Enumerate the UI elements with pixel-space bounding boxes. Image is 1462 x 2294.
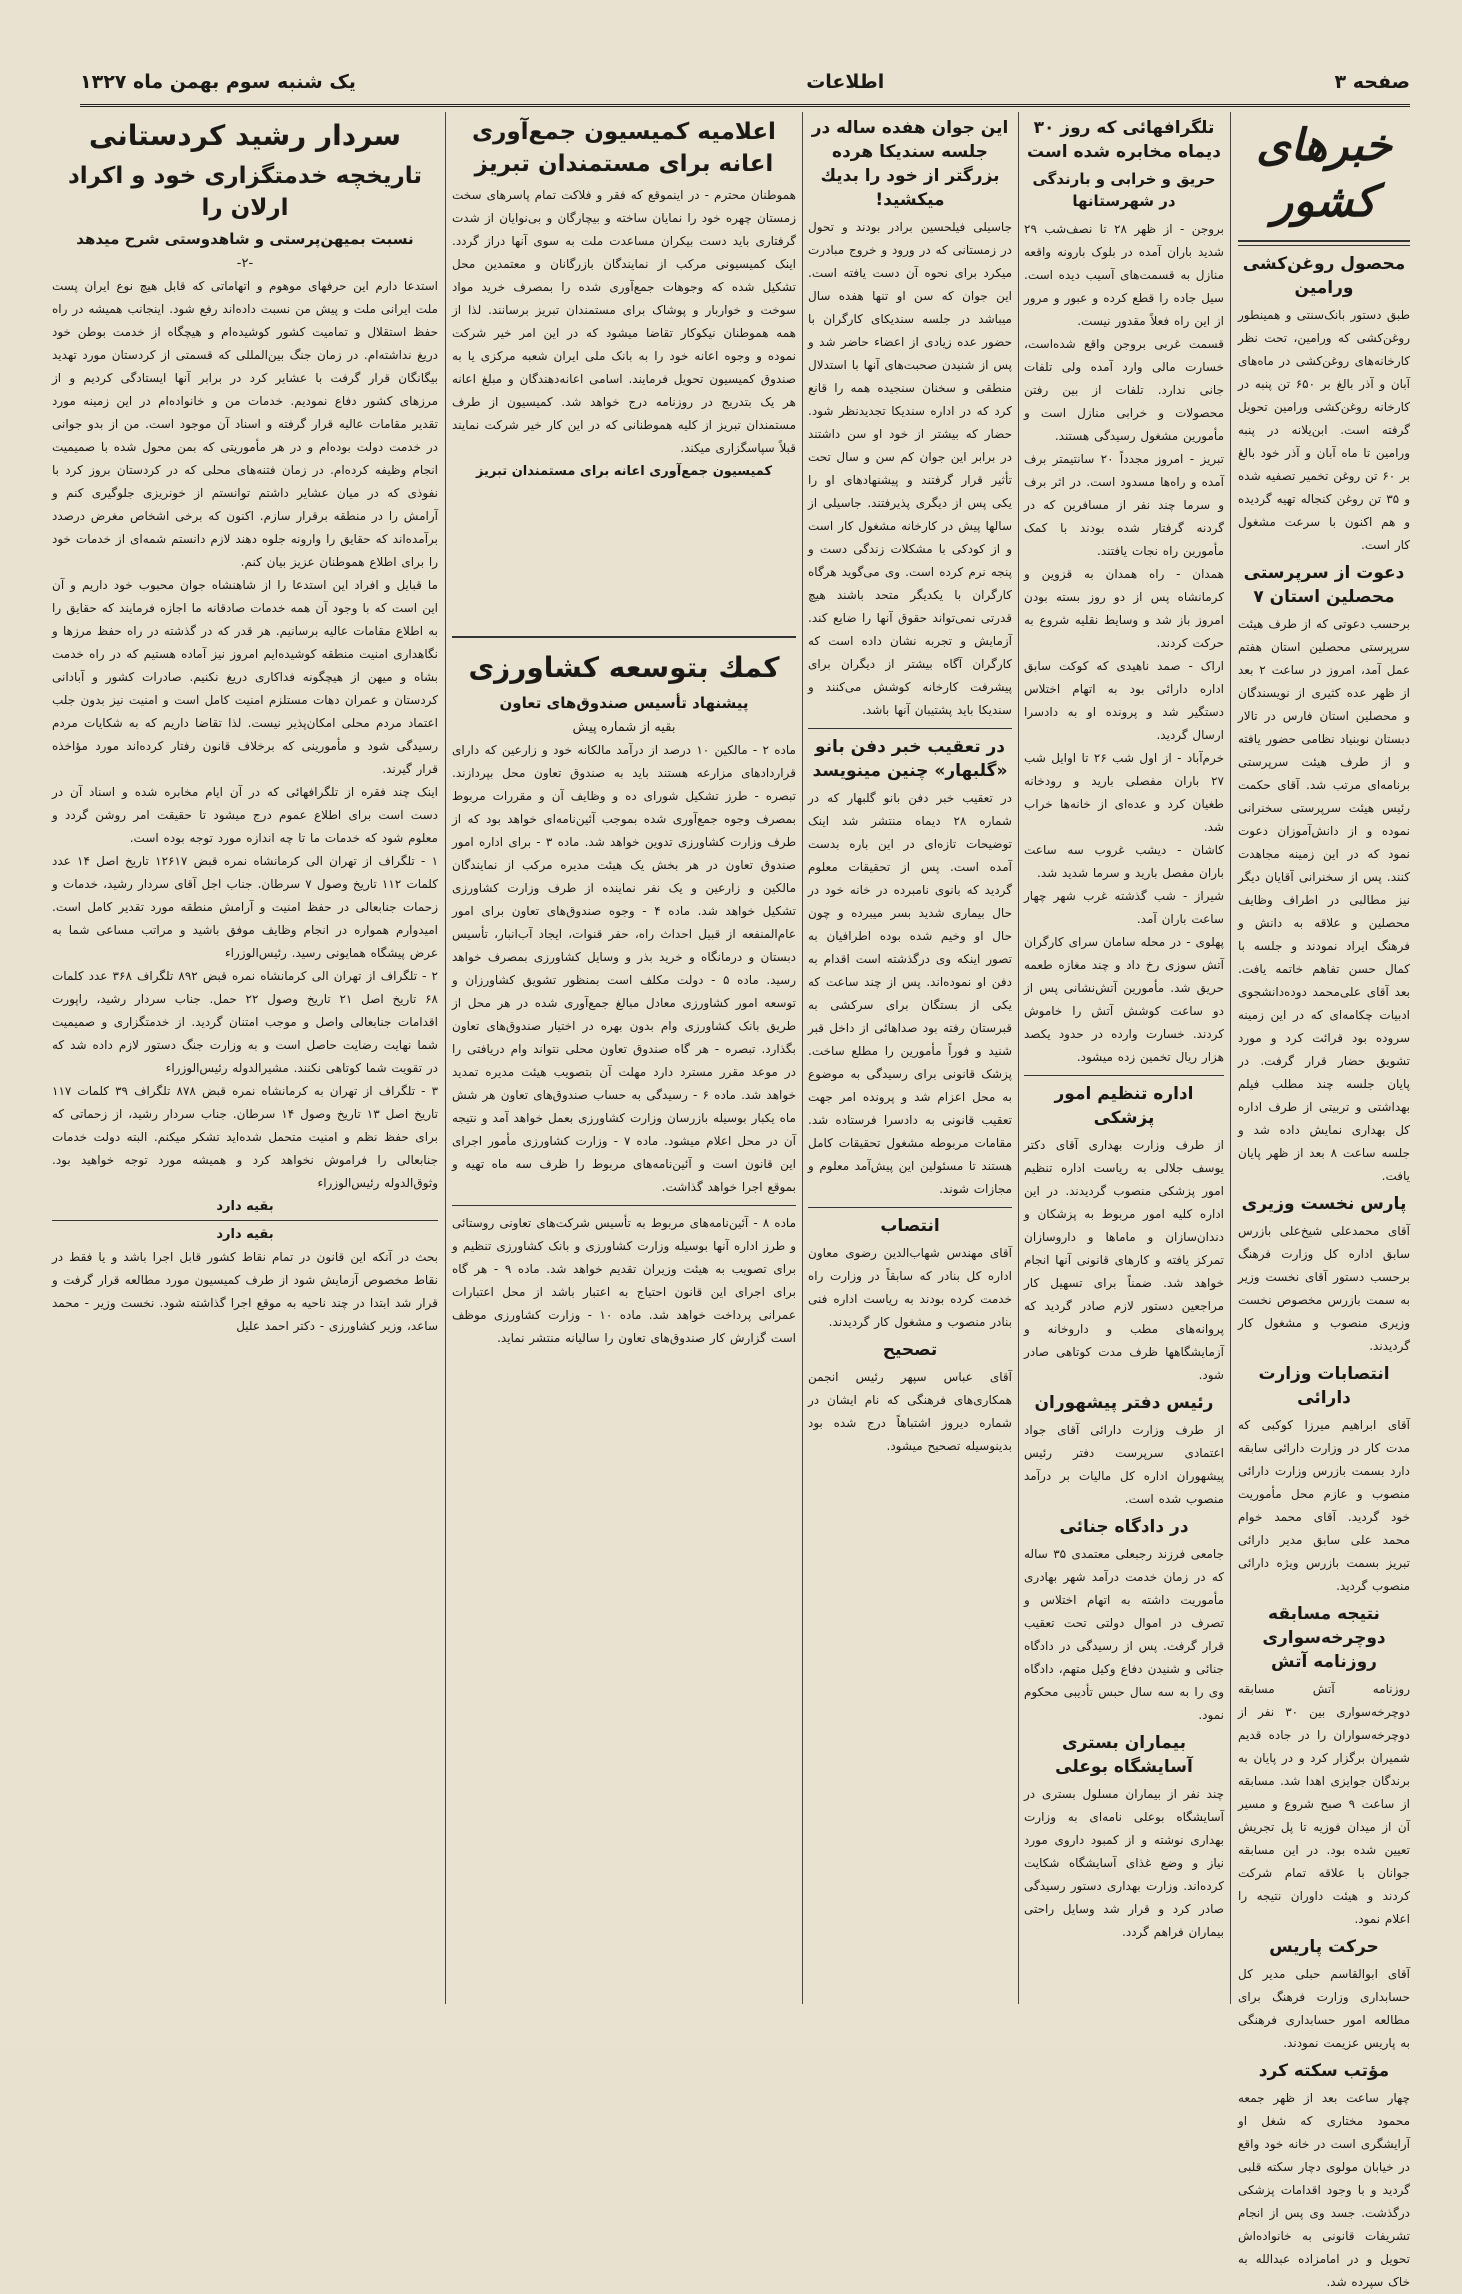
admin-text: از طرف وزارت دارائی آقای جواد اعتمادی سرپرست دفتر رئیس پیشهوران اداره کل مالیات بر درآمد منصوب شده است.	[1024, 1423, 1224, 1506]
telegram-item: قسمت غربی بروجن واقع شده‌است، خسارت مالی وارد آمده ولی تلفات جانی ندارد. تلفات از بین رفتن محصولات و خرابی منازل است و مأمورین مشغول رسیدگی هستند.	[1024, 337, 1224, 443]
telegram-item: خرم‌آباد - از اول شب ۲۶ تا اوایل شب ۲۷ باران مفصلی بارید و رودخانه طغیان کرد و عده‌ای از خانه‌ها خراب شد.	[1024, 751, 1225, 834]
news-text: روزنامه آتش مسابقه دوچرخه‌سواری بین ۳۰ نفر از دوچرخه‌سواران را در جاده قدیم شمیران برگزار کرد و در پایان به برندگان جوایزی اهدا شد. مسابقه از ساعت ۹ صبح شروع و مسیر آن از میدان فوزیه تا پل تجریش تعیین شده بود. در این مسابقه جوانان با علاقه تمام شرکت کردند و هیئت داوران نتیجه را اعلام نمود.	[1238, 1682, 1410, 1926]
divider	[808, 1207, 1012, 1208]
feature-column	[52, 112, 438, 2004]
agri-subtitle: پیشنهاد تأسیس صندوق‌های تعاون	[499, 694, 749, 712]
story-text: آقای عباس سپهر رئیس انجمن همکاری‌های فرهنگی که نام ایشان در شماره دیروز اشتباهاً درج شده بود بدینوسیله تصحیح میشود.	[808, 1370, 1012, 1453]
telegrams-title: تلگرافهائی که روز ۳۰ دیماه مخابره شده است	[1027, 118, 1221, 162]
announcement-text: هموطنان محترم - در اینموقع که فقر و فلاکت تمام پاسرهای سخت زمستان چهره خود را نمایان ساخته و بیچارگان و بی‌نوایان از شدت گرفتاری باید دست بیکران مساعدت ملت به سوی آنها دراز گردد. اینک کمیسیونی مرکب از نمایندگان بازرگانان و معتمدین محل تشکیل شده که وجوهات جمع‌آوری شده را بمصرف خرید مواد سوخت و خواربار و پوشاک برای مستمندان تبریز برسانند. لذا از همه هموطنان نیکوکار تقاضا میشود که در این امر خیر شرکت نموده و وجوه اعانه خود را به بانک ملی ایران شعبه مرکزی یا به صندوق کمیسیون تحویل فرمایند. اسامی اعانه‌دهندگان و مبلغ اعانه هر یک بتدریج در روزنامه درج خواهد شد. کمیسیون از طرف مستمندان تبریز از کلیه هموطنانی که در این کار خیر شرکت نمایند قبلاً سپاسگزاری میکند.	[452, 188, 796, 455]
telegram-item: پهلوی - در محله سامان سرای کارگران آتش سوزی رخ داد و چند مغازه طعمه حریق شد. مأمورین آتش‌نشانی پس از دو ساعت کوشش آتش را خاموش کردند. خسارت وارده در حدود یکصد هزار ریال تخمین زده میشود.	[1024, 935, 1224, 1064]
column-rule	[1230, 112, 1231, 2004]
page-number: صفحه ۳	[1334, 71, 1410, 93]
agri-block	[452, 644, 796, 2004]
news-text: چهار ساعت بعد از ظهر جمعه محمود مختاری که شغل او آرایشگری است در خانه خود واقع در خیابان مولوی دچار سکته قلبی گردید و با وجود اقدامات پزشکی درگذشت. جسد وی پس از انجام تشریفات قانونی به خانواده‌اش تحویل و در امامزاده عبدالله به خاک سپرده شد.	[1238, 2091, 1410, 2289]
masthead	[80, 60, 1410, 107]
news-title: مؤتب سکته کرد	[1258, 2061, 1390, 2081]
story-column	[808, 112, 1012, 2004]
telegram-item: اراک - صمد ناهیدی که کوکت سابق اداره دارائی بود به اتهام اختلاس دستگیر شد و پرونده او به دادسرا ارسال گردید.	[1024, 659, 1224, 742]
feature-text: استدعا دارم این حرفهای موهوم و اتهاماتی که قابل هیچ نوع ایران پست ملت ایرانی ملت و پیش من نسبت داده‌اند رفع شود. اینجانب همیشه در راه حفظ استقلال و تمامیت کشور کوشیده‌ام و هیچگاه از خدمت بوطن خود دریغ نداشته‌ام. در زمان جنگ بین‌المللی که قسمتی از کردستان مورد تهدید بیگانگان قرار گرفت با عشایر کرد در برابر آنها ایستادگی کردیم و از مرزهای کشور دفاع نمودیم. خدمات من و خانواده‌ام در این زمینه مورد تقدیر مقامات عالیه قرار گرفته و اسناد آن موجود است. من از بدو جوانی در خدمت دولت بوده‌ام و در هر مأموریتی که بمن محول شده با صمیمیت انجام وظیفه کرده‌ام. در زمان فتنه‌های محلی که در کردستان بروز کرد با نفوذی که در میان عشایر داشتم توانستم از خونریزی جلوگیری کنم و آرامش را در منطقه برقرار سازم. اکنون که برخی اشخاص مغرض درصدد برآمده‌اند که حقایق را وارونه جلوه دهند لازم دانستم شمه‌ای از خدمات خود را برای اطلاع هموطنان عزیز بیان کنم.	[52, 279, 438, 569]
column-rule	[445, 112, 446, 2004]
news-column	[1238, 112, 1410, 2289]
story-text: آقای مهندس شهاب‌الدین رضوی معاون اداره کل بنادر که سابقاً در وزارت راه خدمت کرده بودند به ریاست اداره فنی بنادر منصوب و مشغول کار گردیدند.	[808, 1246, 1012, 1329]
story-text: جاسیلی فیلحسین برادر بودند و تحول در زمستانی که در ورود و خروج مبادرت میکرد برای نحوه آن دست یافته است. این جوان که سن او تنها هفده سال میباشد در جلسه سندیکای کارگران با حضور عده زیادی از اعضاء حاضر شد و پس از شنیدن صحبت‌های آنها با استدلال منطقی و سخنان سنجیده همه را قانع کرد که در اداره سندیکا تجدیدنظر شود. حضار که بیشتر از خود او سن داشتند در برابر این جوان کم سن و سال تحت تأثیر قرار گرفتند و پیشنهادهای او را یکی پس از دیگری پذیرفتند. جاسیلی از سالها پیش در کارخانه مشغول کار است و از کودکی با مشکلات زندگی دست و پنجه نرم کرده است. وی می‌گوید هرگاه کارگران با یکدیگر متحد باشند هیچ قدرتی نمی‌تواند حقوق آنها را ضایع کند. آزمایش و تجربه نشان داده است که کارگران آگاه بیشتر از دیگران برای پیشرفت کارخانه کوشش می‌کنند و سندیکا باید پشتیبان آنها باشد.	[808, 220, 1012, 717]
admin-title: بیماران بستری آسایشگاه بوعلی	[1055, 1733, 1193, 1777]
feature-lede: نسبت بمیهن‌پرستی و شاهدوستی شرح میدهد	[76, 230, 414, 248]
column-rule	[802, 112, 803, 2004]
feature-title: سردار رشید کردستانی	[88, 119, 402, 152]
agri-title: کمك بتوسعه کشاورزی	[468, 651, 780, 684]
agri-text: ماده ۸ - آئین‌نامه‌های مربوط به تأسیس شرکت‌های تعاونی روستائی و طرز اداره آنها بوسیله وزارت کشاورزی و بانک کشاورزی تنظیم و برای تصویب به هیئت وزیران تقدیم خواهد شد. ماده ۹ - هر گاه برای اجرای این قانون احتیاج به اعتبار باشد از محل اعتبارات عمرانی پرداخت خواهد شد. ماده ۱۰ - وزارت کشاورزی موظف است گزارش کار صندوق‌های تعاون را سالیانه منتشر نماید.	[452, 1216, 796, 1345]
story-title: تصحیح	[882, 1340, 938, 1360]
telegram-item: همدان - راه همدان به قزوین و کرمانشاه پس از دو روز بسته بودن امروز باز شد و وسایط نقلیه شروع به حرکت کردند.	[1024, 567, 1224, 650]
telegrams-subtitle: حریق و خرابی و بارندگی در شهرستانها	[1032, 170, 1216, 210]
divider	[808, 728, 1012, 729]
divider	[452, 1205, 796, 1206]
telegram-item: شیراز - شب گذشته غرب شهر چهار ساعت باران آمد.	[1024, 889, 1224, 926]
telegrams-column	[1024, 112, 1224, 2004]
admin-text: از طرف وزارت بهداری آقای دکتر یوسف جلالی به ریاست اداره تنظیم امور پزشکی منصوب گردیدند. در این اداره کلیه امور مربوط به پزشکان و دندان‌سازان و ماماها و داروسازان تمرکز یافته و کارهای قانونی آنها انجام خواهد شد. ضمناً برای تسهیل کار مراجعین دستور لازم صادر گردید که پروانه‌های مطب و داروخانه و آزمایشگاهها ظرف مدت کوتاهی صادر شود.	[1024, 1138, 1224, 1382]
admin-text: جامعی فرزند رجبعلی معتمدی ۳۵ ساله که در زمان خدمت درآمد شهر بهادری مأموریت داشته به اتهام اختلاس و تصرف در اموال دولتی تحت تعقیب قرار گرفت. پس از رسیدگی در دادگاه جنائی و شنیدن دفاع وکیل متهم، دادگاه وی را به سه سال حبس تأدیبی محکوم نمود.	[1024, 1547, 1224, 1722]
news-title: دعوت از سرپرستی محصلین استان ۷	[1243, 563, 1405, 607]
feature-text: اینک چند فقره از تلگرافهائی که در آن ایام مخابره شده و اسناد آن در دست است برای اطلاع عموم درج میشود تا حقیقت امر روشن گردد و معلوم شود که خدمات ما تا چه اندازه مورد توجه بوده است.	[52, 785, 438, 845]
news-title: حرکت پاریس	[1269, 1937, 1379, 1957]
agri-continued: بقیه دارد	[216, 1227, 274, 1242]
feature-telegram: ۲ - تلگراف از تهران الی کرمانشاه نمره قبض ۸۹۲ تلگراف ۳۶۸ عدد کلمات ۶۸ تاریخ اصل ۲۱ تاریخ وصول ۲۲ حمل. جناب سردار رشید، راپورت اقدامات جنابعالی واصل و موجب امتنان گردید. از خدمتگزاری و صمیمیت شما نهایت رضایت حاصل است و به وزارت جنگ دستور لازم داده شد که در تقویت شما کوتاهی نکنند. مشیرالدوله رئیس‌الوزراء	[52, 969, 438, 1075]
feature-text: ما قبایل و افراد این استدعا را از شاهنشاه جوان محبوب خود داریم و آن این است که با وجود آن همه خدمات صادقانه ما اجازه فرمایند که حقایق را به اطلاع مقامات عالیه برسانیم. هر قدر که در گذشته در راه حفظ مرزها و نگاهداری امنیت منطقه کوشیده‌ایم امروز نیز آماده هستیم که در راه خدمت بشاه و میهن از هیچگونه فداکاری دریغ نکنیم. صادرات کشور و آبادانی کردستان و عمران دهات مستلزم امنیت کامل است و امنیت نیز بدون جلب اعتماد مردم محلی امکان‌پذیر نیست. لذا تقاضا داریم که به شکایات مردم رسیدگی شود و مأمورینی که برخلاف قانون رفتار کرده‌اند مورد مؤاخذه قرار گیرند.	[52, 578, 438, 776]
story-title: انتصاب	[880, 1216, 940, 1236]
telegram-item: تبریز - امروز مجدداً ۲۰ سانتیمتر برف آمده و راه‌ها مسدود است. در اثر برف و سرما چند نفر از مسافرین که در گردنه گرفتار شده بودند با کمک مأمورین راه نجات یافتند.	[1024, 452, 1224, 558]
admin-title: در دادگاه جنائی	[1059, 1517, 1189, 1537]
feature-part: -۲-	[236, 256, 254, 271]
news-text: آقای ابوالقاسم حبلی مدیر کل حسابداری وزارت فرهنگ برای مطالعه امور حسابداری فرهنگی به پاریس عزیمت نمودند.	[1238, 1967, 1410, 2050]
news-text: طبق دستور بانک‌سنتی و همینطور روغن‌کشی که ورامین، تحت نظر کارخانه‌های روغن‌کشی در ماه‌های آبان و آذر بالغ بر ۶۵۰ تن پنبه در کارخانه روغن‌کشی ورامین تحویل گرفته است. ابن‌یلانه در پنبه ورامین تا ماه آبان و آذر خود بالغ بر ۶۰ تن روغن تخمیر تصفیه شده و ۳۵ تن روغن کنجاله تهیه گردیده و هم اکنون با سرعت مشغول کار است.	[1238, 308, 1410, 552]
story-text: در تعقیب خبر دفن بانو گلبهار که در شماره ۲۸ دیماه منتشر شد اینک توضیحات تازه‌ای در این باره بدست آمده است. پس از تحقیقات معلوم گردید که بانوی نامبرده در خانه خود در حال بیماری شدید بسر میبرده و چون حال او وخیم شده بوده اطرافیان به تصور اینکه وی درگذشته است اقدام به دفن او نموده‌اند. پس از چند ساعت که یکی از بستگان برای سرکشی به قبرستان رفته بود صداهائی از داخل قبر شنید و فوراً مأمورین را مطلع ساخت. پزشک قانونی برای رسیدگی به موضوع به محل اعزام شد و پرونده امر جهت تعقیب قانونی به دادسرا فرستاده شد. مقامات مربوطه مشغول تحقیقات کامل هستند تا مسئولین این پیش‌آمد معلوم و مجازات شوند.	[808, 791, 1012, 1196]
announcement-signature: کمیسیون جمع‌آوری اعانه برای مستمندان تبریز	[475, 464, 773, 479]
news-text: آقای ابراهیم میرزا کوکبی که مدت کار در وزارت دارائی سابقه دارد بسمت بازرس وزارت دارائی منصوب و عازم محل مأموریت خود گردید. آقای محمد خوام محمد علی سابق مدیر دارائی تبریز بسمت بازرس ویژه دارائی منصوب گردید.	[1238, 1418, 1410, 1593]
telegram-item: کاشان - دیشب غروب سه ساعت باران مفصل بارید و سرما شدید شد.	[1024, 843, 1224, 880]
news-title: محصول روغن‌کشی ورامین	[1242, 254, 1406, 298]
feature-telegram: ۳ - تلگراف از تهران به کرمانشاه نمره قبض ۸۷۸ تلگراف ۳۹ کلمات ۱۱۷ تاریخ اصل ۱۳ تاریخ وصول ۱۴ سرطان. جناب سردار رشید، از زحماتی که برای حفظ نظم و امنیت متحمل شده‌اید تشکر میکنم. البته دولت خدمات جنابعالی را فراموش نخواهد کرد و همیشه مورد توجه خواهید بود. وثوق‌الدوله رئیس‌الوزراء	[52, 1084, 439, 1190]
story-title: در تعقیب خبر دفن بانو «گلبهار» چنین مینویسد	[812, 737, 1008, 781]
agri-text: بحث در آنکه این قانون در تمام نقاط کشور قابل اجرا باشد و یا فقط در نقاط مخصوص آزمایش شود از طرف کمیسیون مورد مطالعه قرار گرفت و قرار شد ابتدا در چند ناحیه به موقع اجرا گذاشته شود. نخست وزیر - محمد ساعد، وزیر کشاورزی - دکتر احمد علیل	[52, 1250, 438, 1333]
agri-text: ماده ۲ - مالکین ۱۰ درصد از درآمد مالکانه خود و زارعین که دارای قراردادهای مزارعه هستند باید به صندوق تعاون محل بپردازند. تبصره - طرز تشکیل شورای ده و وظایف آن و مقررات مربوط بمصرف وجوه جمع‌آوری شده بموجب آئین‌نامه‌ای خواهد بود که از طرف وزارت کشاورزی تدوین خواهد شد. ماده ۳ - برای اداره امور صندوق تعاون در هر بخش یک هیئت مدیره مرکب از نمایندگان مالکین و زارعین و یک نفر نماینده از طرف وزارت کشاورزی تشکیل خواهد شد. ماده ۴ - وجوه صندوق‌های تعاون برای امور عام‌المنفعه از قبیل احداث راه، حفر قنوات، ایجاد آب‌انبار، تأسیس دبستان و درمانگاه و خرید بذر و وسایل کشاورزی بمصرف خواهد رسید. ماده ۵ - دولت مکلف است بمنظور تشویق کشاورزان و توسعه امور کشاورزی معادل مبالغ جمع‌آوری شده در هر محل از طریق بانک کشاورزی وام بدون بهره در اختیار صندوق‌های تعاون بگذارد. تبصره - هر گاه صندوق تعاون محلی نتواند وام دریافتی را در موعد مقرر مسترد دارد مهلت آن بتصویب هیئت مدیره تمدید خواهد شد. ماده ۶ - رسیدگی به حساب صندوق‌های تعاون هر شش ماه یکبار بوسیله بازرسان وزارت کشاورزی بعمل خواهد آمد و نتیجه آن در محل اعلام میشود. ماده ۷ - وزارت کشاورزی مأمور اجرای این قانون است و آئین‌نامه‌های مربوط را ظرف سه ماه تهیه و بموقع اجرا خواهد گذاشت.	[452, 743, 797, 1194]
divider	[452, 636, 796, 638]
news-text: برحسب دعوتی که از طرف هیئت سرپرستی محصلین استان هفتم عمل آمد، امروز در ساعت ۲ بعد از ظهر عده کثیری از نویسندگان و محصلین استان فارس در تالار دبستان نوبنیاد نظامی حضور یافته و از طرف هیئت سرپرستی برنامه‌ای مرتب شد. آقای حکمت رئیس هیئت سرپرستی سخنرانی نموده و از دانش‌آموزان دعوت نمود که در این زمینه مجاهدت کنند. پس از سخنرانی آقایان دیگر نیز مطالبی در اطراف وظایف محصلین و علاقه به دانش و فرهنگ ایراد نمودند و جلسه با کمال حسن تفاهم خاتمه یافت. بعد آقای علی‌محمد دوده‌دانشجوی ادبیات چکامه‌ای که در این زمینه سروده بود قرائت کرد و مورد تشویق حضار قرار گرفت. در پایان جلسه چند مطلب فیلم بهداشتی و تربیتی از طرف اداره کل بهداری نمایش داده شد و جلسه ساعت ۸ بعد از ظهر پایان یافت.	[1238, 617, 1410, 1183]
agri-note: بقیه از شماره پیش	[572, 720, 676, 735]
section-title: خبرهای کشور	[1256, 120, 1392, 227]
news-title: انتصابات وزارت دارائی	[1258, 1364, 1390, 1408]
divider	[52, 1220, 438, 1221]
issue-date: یک شنبه سوم بهمن ماه ۱۳۲۷	[80, 71, 356, 93]
admin-title: اداره تنظیم امور پزشکی	[1054, 1084, 1194, 1128]
feature-telegram: ۱ - تلگراف از تهران الی کرمانشاه نمره قبض ۱۲۶۱۷ تاریخ اصل ۱۴ عدد کلمات ۱۱۲ تاریخ وصول ۷ سرطان. جناب اجل آقای سردار رشید، خدمات و زحمات جنابعالی در حفظ امنیت و آرامش منطقه مورد تقدیر کامل است. امیدوارم همواره در انجام وظایف موفق باشید و مراتب مساعی شما به عرض پیشگاه همایونی رسید. رئیس‌الوزراء	[52, 854, 439, 960]
telegram-item: بروجن - از ظهر ۲۸ تا نصف‌شب ۲۹ شدید باران آمده در بلوک بارونه واقعه منازل به قسمت‌های آسیب دیده است. سیل جاده را قطع کرده و عبور و مرور از این راه فعلاً مقدور نیست.	[1024, 222, 1225, 328]
divider	[1238, 240, 1410, 246]
feature-continued: بقیه دارد	[216, 1199, 274, 1214]
column-rule	[1018, 112, 1019, 2004]
newspaper-name: اطلاعات	[806, 71, 885, 93]
news-title: نتیجه مسابقه دوچرخه‌سواری روزنامه آتش	[1262, 1604, 1386, 1672]
news-title: پارس نخست وزیری	[1241, 1194, 1407, 1214]
divider	[1024, 1075, 1224, 1076]
news-text: آقای محمدعلی شیخ‌علی بازرس سابق اداره کل وزارت فرهنگ برحسب دستور آقای نخست وزیر به سمت بازرس مخصوص نخست وزیری منصوب و مشغول کار گردیدند.	[1238, 1224, 1410, 1353]
admin-text: چند نفر از بیماران مسلول بستری در آسایشگاه بوعلی نامه‌ای به وزارت بهداری نوشته و از کمبود داروی مورد نیاز و وضع غذای آسایشگاه شکایت کرده‌اند. وزارت بهداری دستور رسیدگی صادر کرد و قرار شد وسایل راحتی بیماران فراهم گردد.	[1024, 1787, 1224, 1939]
announcement-block	[452, 112, 796, 632]
admin-title: رئیس دفتر پیشهوران	[1034, 1393, 1214, 1413]
announcement-title: اعلامیه کمیسیون جمع‌آوری اعانه برای مستمندان تبریز	[472, 119, 776, 177]
story-title: این جوان هفده ساله در جلسه سندیکا هرده بزرگتر از خود را بدیك میکشید!	[811, 118, 1009, 210]
feature-subtitle: تاریخچه خدمتگزاری خود و اکراد ارلان را	[67, 163, 422, 221]
